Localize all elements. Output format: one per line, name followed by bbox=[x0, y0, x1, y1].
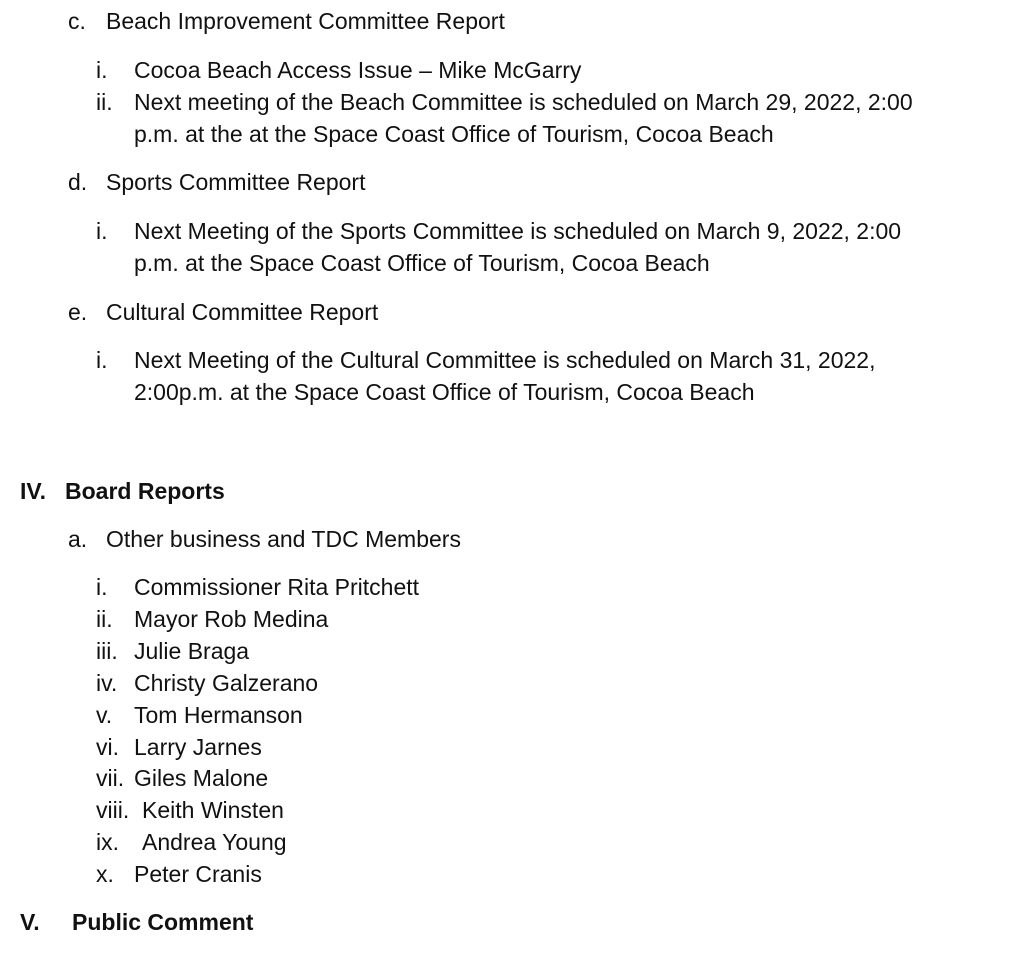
item-d-text: Sports Committee Report bbox=[106, 169, 366, 195]
section-v-label: V. bbox=[20, 909, 40, 935]
member-name: Andrea Young bbox=[142, 829, 287, 855]
item-e-label: e. bbox=[68, 299, 88, 325]
member-name: Tom Hermanson bbox=[134, 702, 303, 728]
item-c-i-label: i. bbox=[96, 57, 108, 83]
member-label: ii. bbox=[96, 606, 113, 632]
item-d-label: d. bbox=[68, 169, 88, 195]
item-c-ii-text-1: Next meeting of the Beach Committee is scheduled on March 29, 2022, 2:00 bbox=[134, 89, 913, 115]
member-name: Keith Winsten bbox=[142, 797, 284, 823]
item-d-i-text-1: Next Meeting of the Sports Committee is scheduled on March 9, 2022, 2:00 bbox=[134, 218, 902, 244]
item-d-i-text-2: p.m. at the Space Coast Office of Tourism, Cocoa Beach bbox=[134, 250, 710, 276]
member-name: Mayor Rob Medina bbox=[134, 606, 329, 632]
item-c-i-text: Cocoa Beach Access Issue – Mike McGarry bbox=[134, 57, 582, 83]
member-label: viii. bbox=[96, 797, 130, 823]
item-e-i-cont bbox=[134, 376, 754, 408]
item-e-i-text-1: Next Meeting of the Cultural Committee is scheduled on March 31, 2022, bbox=[134, 347, 876, 373]
member-name: Larry Jarnes bbox=[134, 734, 262, 760]
member-label: iv. bbox=[96, 670, 118, 696]
item-iv-a-text: Other business and TDC Members bbox=[106, 526, 461, 552]
member-label: iii. bbox=[96, 638, 118, 664]
section-iv-text: Board Reports bbox=[65, 478, 225, 504]
item-c-ii-cont bbox=[134, 118, 774, 150]
section-v-text: Public Comment bbox=[72, 909, 254, 935]
section-iv-label: IV. bbox=[20, 478, 47, 504]
member-name: Peter Cranis bbox=[134, 861, 262, 887]
member-name: Christy Galzerano bbox=[134, 670, 319, 696]
member-label: vi. bbox=[96, 734, 119, 760]
item-c-label: c. bbox=[68, 8, 86, 34]
item-c-text: Beach Improvement Committee Report bbox=[106, 8, 505, 34]
member-label: x. bbox=[96, 861, 114, 887]
member-name: Commissioner Rita Pritchett bbox=[134, 574, 420, 600]
item-d-i-label: i. bbox=[96, 218, 108, 244]
member-label: v. bbox=[96, 702, 113, 728]
item-d-i-cont bbox=[134, 247, 710, 279]
member-label: ix. bbox=[96, 829, 119, 855]
member-name: Julie Braga bbox=[134, 638, 250, 664]
member-name: Giles Malone bbox=[134, 765, 269, 791]
member-label: vii. bbox=[96, 765, 125, 791]
item-c-ii-text-2: p.m. at the at the Space Coast Office of Tourism, Cocoa Beach bbox=[134, 121, 774, 147]
item-e-text: Cultural Committee Report bbox=[106, 299, 379, 325]
item-e-i-label: i. bbox=[96, 347, 108, 373]
item-e-i-text-2: 2:00p.m. at the Space Coast Office of Tourism, Cocoa Beach bbox=[134, 379, 755, 405]
member-label: i. bbox=[96, 574, 108, 600]
item-c-ii-label: ii. bbox=[96, 89, 113, 115]
item-iv-a-label: a. bbox=[68, 526, 88, 552]
